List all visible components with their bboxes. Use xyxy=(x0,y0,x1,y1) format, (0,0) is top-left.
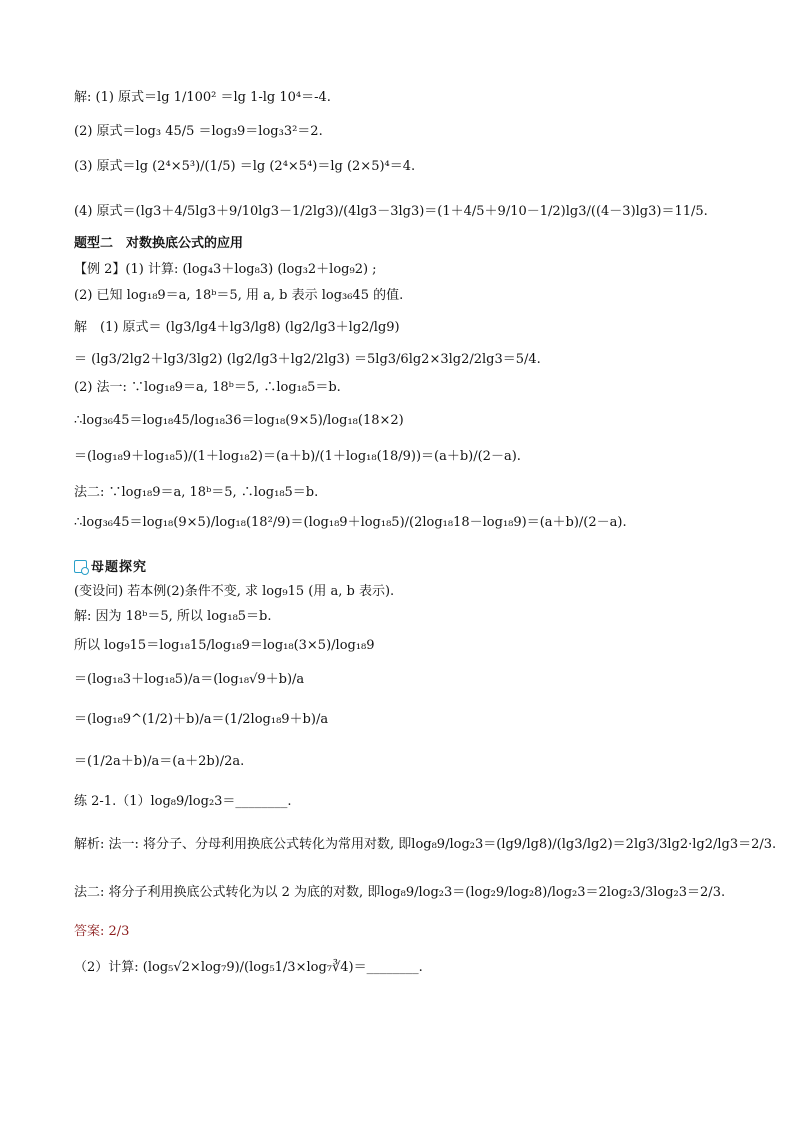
text-line-content: 法二: 将分子利用换底公式转化为以 2 为底的对数, 即log₈9/log₂3＝(log₂9/log₂8)/log₂3＝2log₂3/3log₂3＝2/3. xyxy=(74,885,726,900)
text-line xyxy=(74,883,725,903)
text-line xyxy=(74,792,292,812)
text-line xyxy=(74,286,403,306)
text-line-content: ＝ (lg3/2lg2＋lg3/3lg2) (lg2/lg3＋lg2/2lg3) ＝5lg3/6lg2×3lg2/2lg3＝5/4. xyxy=(74,352,541,367)
text-line-content: (2) 原式＝log₃ 45/5 ＝log₃9＝log₃3²＝2. xyxy=(74,124,323,139)
text-line-content: ＝(log₁₈9^(1/2)＋b)/a＝(1/2log₁₈9＋b)/a xyxy=(74,712,329,727)
text-line-content: 解析: 法一: 将分子、分母利用换底公式转化为常用对数, 即log₈9/log₂3＝(lg9/lg8)/(lg3/lg2)＝2lg3/3lg2·lg2/lg3＝2/3. xyxy=(74,837,777,852)
text-line-content: (2) 法一: ∵log₁₈9＝a, 18ᵇ＝5, ∴log₁₈5＝b. xyxy=(74,380,341,395)
text-line-content: 题型二 对数换底公式的应用 xyxy=(74,236,244,251)
text-line-content: ∴log₃₆45＝log₁₈45/log₁₈36＝log₁₈(9×5)/log₁₈(18×2) xyxy=(74,413,404,428)
text-line-content: (3) 原式＝lg (2⁴×5³)/(1/5) ＝lg (2⁴×5⁴)＝lg (2×5)⁴＝4. xyxy=(74,159,416,174)
text-line-content: 法二: ∵log₁₈9＝a, 18ᵇ＝5, ∴log₁₈5＝b. xyxy=(74,485,319,500)
text-line xyxy=(74,513,627,533)
text-line-content: (变设问) 若本例(2)条件不变, 求 log₉15 (用 a, b 表示). xyxy=(74,584,395,599)
text-line-content: 【例 2】(1) 计算: (log₄3＋log₈3) (log₃2＋log₉2) ; xyxy=(74,262,377,277)
text-line xyxy=(74,922,129,942)
text-line-content: (4) 原式＝(lg3＋4/5lg3＋9/10lg3－1/2lg3)/(4lg3－3lg3)＝(1＋4/5＋9/10－1/2)lg3/((4－3)lg3)＝11/5. xyxy=(74,204,708,219)
text-line xyxy=(74,607,272,627)
text-line xyxy=(74,350,541,370)
text-line xyxy=(74,670,304,690)
text-line xyxy=(74,835,776,855)
text-line xyxy=(74,582,394,602)
text-line xyxy=(74,752,244,772)
text-line-content: 母题探究 xyxy=(91,560,148,575)
text-line-content: 练 2-1.（1）log₈9/log₂3＝________. xyxy=(74,794,292,809)
text-line-content: ＝(log₁₈9＋log₁₈5)/(1＋log₁₈2)＝(a＋b)/(1＋log₁₈(18/9))＝(a＋b)/(2－a). xyxy=(74,449,521,464)
text-line-content: 解: 因为 18ᵇ＝5, 所以 log₁₈5＝b. xyxy=(74,609,272,624)
text-line xyxy=(74,558,147,578)
text-line xyxy=(74,122,323,142)
text-line xyxy=(74,710,328,730)
text-line-content: ＝(1/2a＋b)/a＝(a＋2b)/2a. xyxy=(74,754,245,769)
text-line-content: ∴log₃₆45＝log₁₈(9×5)/log₁₈(18²/9)＝(log₁₈9＋log₁₈5)/(2log₁₈18－log₁₈9)＝(a＋b)/(2－a). xyxy=(74,515,627,530)
text-line-content: （2）计算: (log₅√2×log₇9)/(log₅1/3×log₇∛4)＝________. xyxy=(74,960,423,975)
text-line xyxy=(74,88,331,108)
text-line-content: 所以 log₉15＝log₁₈15/log₁₈9＝log₁₈(3×5)/log₁₈9 xyxy=(74,638,375,653)
text-line xyxy=(74,483,318,503)
text-line xyxy=(74,958,423,978)
text-line xyxy=(74,411,404,431)
text-line-content: ＝(log₁₈3＋log₁₈5)/a＝(log₁₈√9＋b)/a xyxy=(74,672,305,687)
text-line xyxy=(74,378,341,398)
search-document-icon xyxy=(74,560,87,573)
text-line xyxy=(74,234,243,254)
text-line-content: (2) 已知 log₁₈9＝a, 18ᵇ＝5, 用 a, b 表示 log₃₆45 的值. xyxy=(74,288,404,303)
text-line xyxy=(74,318,400,338)
text-line-content: 解 (1) 原式＝ (lg3/lg4＋lg3/lg8) (lg2/lg3＋lg2/lg9) xyxy=(74,320,400,335)
text-line-content: 解: (1) 原式＝lg 1/100² ＝lg 1-lg 10⁴＝-4. xyxy=(74,90,331,105)
text-line xyxy=(74,260,377,280)
text-line xyxy=(74,157,415,177)
text-line xyxy=(74,636,375,656)
text-line-content: 答案: 2/3 xyxy=(74,924,130,939)
text-line xyxy=(74,202,708,222)
text-line xyxy=(74,447,521,467)
